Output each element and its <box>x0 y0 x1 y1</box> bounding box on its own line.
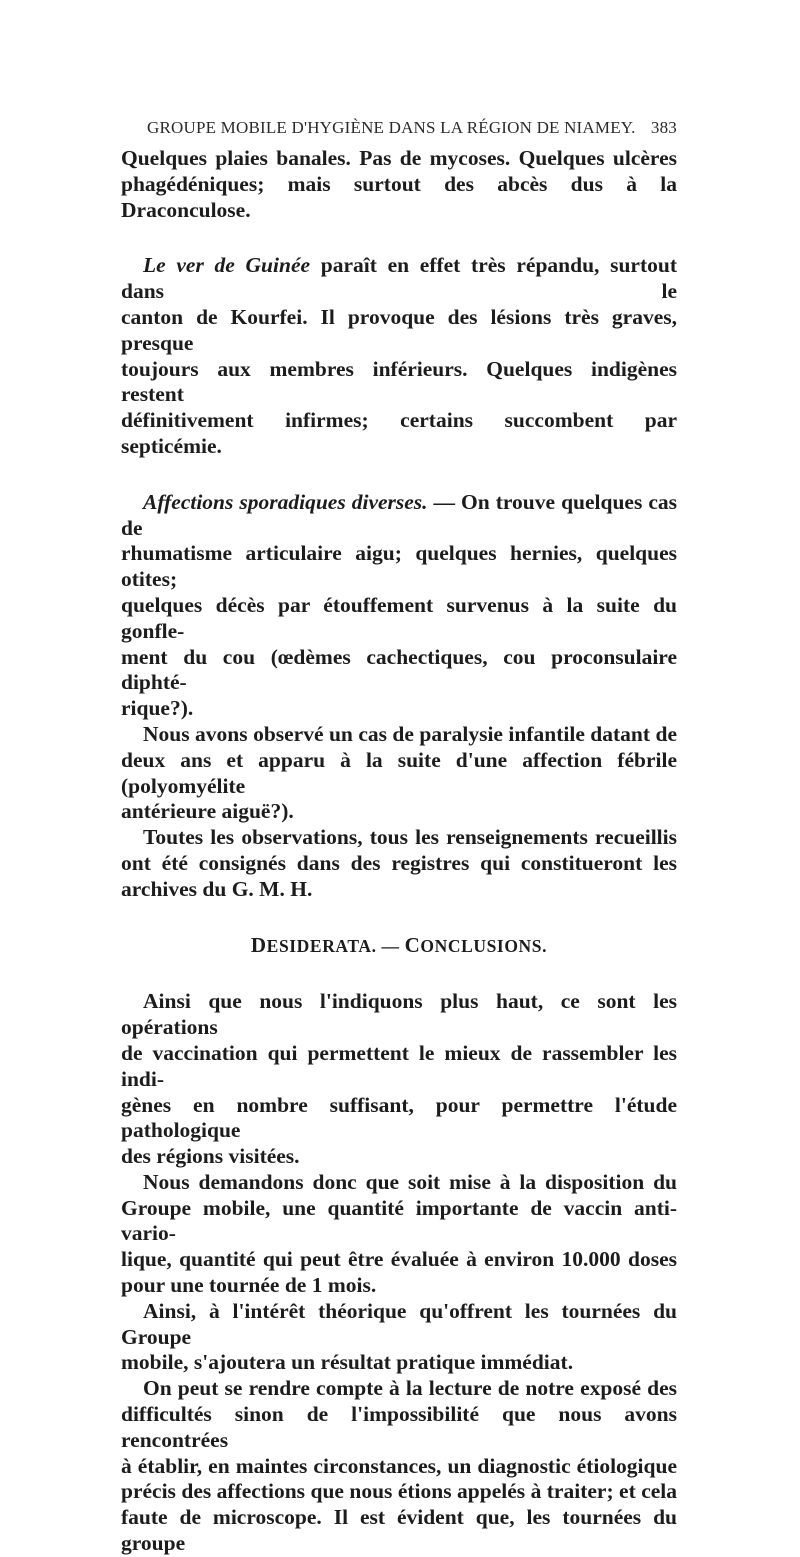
text-line: pour une tournée de 1 mois. <box>121 1273 377 1298</box>
page-number: 383 <box>650 118 677 137</box>
text-line: rique?). <box>121 696 194 721</box>
paragraph-difficultes <box>121 1376 677 1557</box>
text-line: Nous avons observé un cas de paralysie infantile datant de <box>143 721 677 746</box>
text-line: gènes en nombre suffisant, pour permettre l'étude pathologique <box>121 1092 677 1143</box>
document-page <box>121 0 677 1556</box>
text-line: quelques décès par étouffement survenus à la suite du gonfle- <box>121 592 677 643</box>
heading-smallcaps: ONCLUSIONS. <box>420 935 548 956</box>
paragraph-plaies <box>121 146 677 223</box>
section-heading <box>121 933 677 960</box>
running-head-title: GROUPE MOBILE D'HYGIÈNE DANS LA RÉGION DE NIAMEY. <box>147 118 636 137</box>
text-line: lique, quantité qui peut être évaluée à environ 10.000 doses <box>121 1247 677 1272</box>
italic-lead: Le ver de Guinée <box>143 253 311 278</box>
text-line: faute de microscope. Il est évident que, les tournées du groupe <box>121 1505 677 1556</box>
text-line: Quelques plaies banales. Pas de mycoses. Quelques ulcères <box>121 146 677 170</box>
paragraph-interet <box>121 1299 677 1376</box>
paragraph-paralysie <box>121 722 677 825</box>
text-span: paraît en effet très répandu, surtout dans le <box>121 253 677 304</box>
text-line: précis des affections que nous étions appelés à traiter; et cela <box>121 1479 677 1504</box>
heading-dash: — <box>376 935 405 956</box>
text-line: phagédéniques; mais surtout des abcès dus à la Draconculose. <box>121 171 677 222</box>
italic-lead: Affections sporadiques diverses. <box>143 489 428 514</box>
text-body <box>121 146 677 1557</box>
text-line: deux ans et apparu à la suite d'une affection fébrile (polyomyélite <box>121 747 677 798</box>
text-line: Ainsi que nous l'indiquons plus haut, ce sont les opérations <box>121 989 677 1040</box>
text-line: archives du G. M. H. <box>121 876 313 901</box>
paragraph-observations <box>121 825 677 902</box>
text-line: de vaccination qui permettent le mieux de rassembler les indi- <box>121 1040 677 1091</box>
text-line: Nous demandons donc que soit mise à la disposition du <box>143 1169 677 1194</box>
text-line <box>121 253 677 305</box>
text-line: définitivement infirmes; certains succombent par septicémie. <box>121 408 677 458</box>
paragraph-ver-de-guinee <box>121 253 677 459</box>
text-line: rhumatisme articulaire aigu; quelques hernies, quelques otites; <box>121 541 677 592</box>
text-line: antérieure aiguë?). <box>121 799 294 824</box>
heading-smallcaps: ESIDERATA. <box>266 935 377 956</box>
heading-cap: C <box>404 932 421 957</box>
text-line <box>121 490 677 542</box>
text-line: ment du cou (œdèmes cachectiques, cou proconsulaire diphté- <box>121 644 677 695</box>
running-head <box>121 118 677 138</box>
text-line: à établir, en maintes circonstances, un diagnostic étiologique <box>121 1453 677 1478</box>
text-line: des régions visitées. <box>121 1144 300 1169</box>
text-line: ont été consignés dans des registres qui constitueront les <box>121 850 677 875</box>
paragraph-demande <box>121 1170 677 1299</box>
paragraph-vaccination <box>121 989 677 1170</box>
paragraph-affections <box>121 490 677 722</box>
text-line: On peut se rendre compte à la lecture de notre exposé des <box>143 1376 677 1401</box>
text-line: Groupe mobile, une quantité importante de vaccin anti-vario- <box>121 1195 677 1246</box>
text-span: — On trouve quelques cas de <box>121 489 677 540</box>
text-line: Toutes les observations, tous les renseignements recueillis <box>143 825 677 850</box>
text-line: toujours aux membres inférieurs. Quelques indigènes restent <box>121 356 677 407</box>
text-line: mobile, s'ajoutera un résultat pratique immédiat. <box>121 1350 574 1375</box>
text-line: difficultés sinon de l'impossibilité que nous avons rencontrées <box>121 1402 677 1452</box>
heading-cap: D <box>250 932 267 957</box>
text-line: canton de Kourfei. Il provoque des lésions très graves, presque <box>121 304 677 355</box>
text-line: Ainsi, à l'intérêt théorique qu'offrent les tournées du Groupe <box>121 1298 677 1349</box>
